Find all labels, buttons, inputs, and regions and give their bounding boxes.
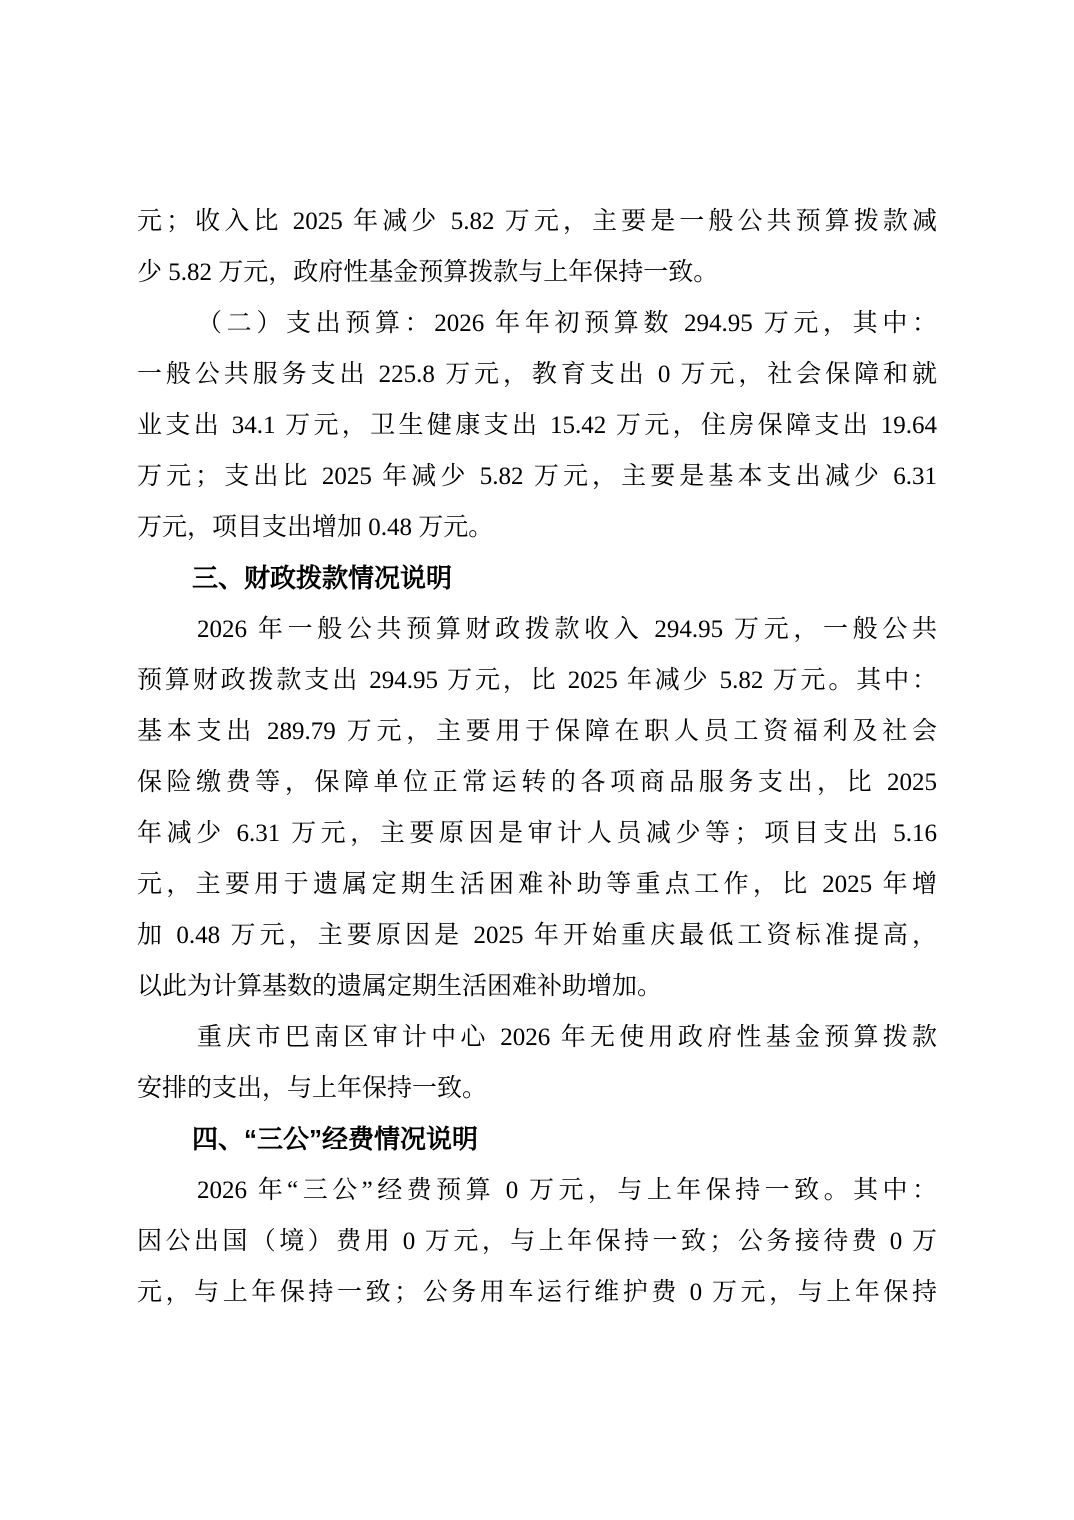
paragraph: [137, 1012, 937, 1114]
heading-line: 三、财政拨款情况说明: [192, 563, 453, 593]
paragraph: [137, 1165, 937, 1318]
paragraph: [137, 604, 937, 1012]
heading-line: 四、“三公”经费情况说明: [192, 1124, 479, 1154]
text-line: 元；收入比 2025 年减少 5.82 万元，主要是一般公共预算拨款减: [137, 208, 937, 235]
text-line: 重庆市巴南区审计中心 2026 年无使用政府性基金预算拨款: [197, 1024, 937, 1051]
text-line: 预算财政拨款支出 294.95 万元，比 2025 年减少 5.82 万元。其中：: [137, 667, 937, 694]
text-line: 少 5.82 万元，政府性基金预算拨款与上年保持一致。: [137, 259, 719, 286]
section-heading: [137, 553, 937, 604]
text-line: 保险缴费等，保障单位正常运转的各项商品服务支出，比 2025: [137, 769, 937, 796]
text-line: 万元；支出比 2025 年减少 5.82 万元，主要是基本支出减少 6.31: [137, 463, 937, 490]
text-line: （二）支出预算：2026 年年初预算数 294.95 万元，其中：: [197, 310, 937, 337]
text-line: 业支出 34.1 万元，卫生健康支出 15.42 万元，住房保障支出 19.64: [137, 412, 937, 439]
text-line: 元，主要用于遗属定期生活困难补助等重点工作，比 2025 年增: [137, 871, 937, 898]
paragraph: [137, 196, 937, 298]
text-line: 2026 年一般公共预算财政拨款收入 294.95 万元，一般公共: [197, 616, 937, 643]
paragraph: [137, 298, 937, 553]
text-line: 2026 年“三公”经费预算 0 万元，与上年保持一致。其中：: [197, 1177, 937, 1204]
text-line: 元，与上年保持一致；公务用车运行维护费 0 万元，与上年保持: [137, 1279, 937, 1306]
text-line: 年减少 6.31 万元，主要原因是审计人员减少等；项目支出 5.16: [137, 820, 937, 847]
text-line: 万元，项目支出增加 0.48 万元。: [137, 514, 494, 541]
section-heading: [137, 1114, 937, 1165]
text-line: 因公出国（境）费用 0 万元，与上年保持一致；公务接待费 0 万: [137, 1228, 937, 1255]
document-body: [137, 196, 937, 1318]
text-line: 一般公共服务支出 225.8 万元，教育支出 0 万元，社会保障和就: [137, 361, 937, 388]
text-line: 加 0.48 万元，主要原因是 2025 年开始重庆最低工资标准提高，: [137, 922, 937, 949]
text-line: 基本支出 289.79 万元，主要用于保障在职人员工资福利及社会: [137, 718, 937, 745]
text-line: 以此为计算基数的遗属定期生活困难补助增加。: [137, 973, 663, 1000]
text-line: 安排的支出，与上年保持一致。: [137, 1075, 488, 1102]
